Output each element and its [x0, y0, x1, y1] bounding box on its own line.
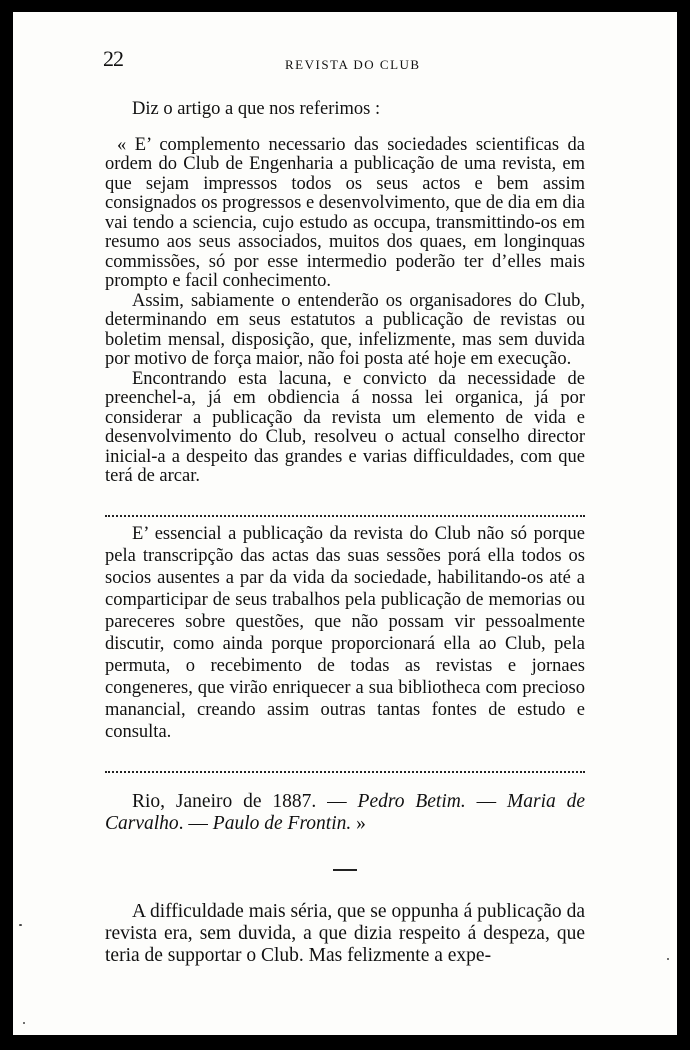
section-dash	[333, 869, 357, 871]
body-text	[105, 100, 585, 967]
quote-paragraph-1: « E’ complemento necessario das sociedades scientificas da ordem do Club de Engenharia a publicação de uma revista, em que sejam impressos todos os seus actos e bem assim consignados os progressos e desenvolvimento, que de dia em dia vai tendo a sciencia, cujo estudo as occupa, transmittindo-os em resumo aos seus associados, muitos dos quaes, em longinquas commissões, só por esse intermedio poderão ter d’elles mais prompto e facil conhecimento.	[105, 134, 585, 291]
intro-line: Diz o artigo a que nos referimos :	[132, 99, 381, 119]
closing-quote: »	[351, 812, 366, 834]
signature-dash: —	[465, 790, 497, 812]
ellipsis-divider	[105, 749, 585, 773]
page-number: 22	[103, 46, 123, 71]
quote-paragraph-4: E’ essencial a publicação da revista do Club não só porque pela transcripção das actas das suas sessões porá ella todos os socios ausentes a par da vida da sociedade, habilitando-os até a comparticipar de seus trabalhos pela publicação de memorias ou pareceres sobre questões, que não possam vir pessoalmente discutir, como ainda porque proporcionará ella ao Club, pela permuta, o recebimento de todas as revistas e jornaes congeneres, que virão enriquecer a sua bibliotheca com precioso manancial, creando assim outras tantas fontes de estudo e consulta.	[105, 523, 585, 742]
paper-speck	[23, 1022, 25, 1024]
ellipsis-divider	[105, 493, 585, 517]
signature-dash: . —	[178, 812, 208, 834]
book-page	[13, 12, 677, 1035]
signatory-name: Paulo de Frontin.	[212, 812, 352, 834]
signature-place-date: Rio, Janeiro de 1887. —	[132, 790, 347, 812]
paper-speck	[667, 958, 669, 960]
page-header	[103, 46, 593, 76]
paper-speck	[19, 924, 22, 926]
quote-paragraph-3: Encontrando esta lacuna, e convicto da necessidade de preenchel-a, já em obdiencia á nossa lei organica, já por considerar a publicação da revista um elemento de vida e desenvolvimento do Club, resolveu o actual conselho director inicial-a a despeito das grandes e varias difficuldades, com que terá de arcar.	[105, 368, 585, 486]
running-title: REVISTA DO CLUB	[285, 57, 421, 72]
signature-line	[105, 791, 585, 835]
signatory-name: Maria de Carvalho	[105, 790, 586, 834]
final-paragraph: A difficuldade mais séria, que se oppunha á publicação da revista era, sem duvida, a que dizia respeito á despeza, que teria de supportar o Club. Mas felizmente a expe-	[105, 900, 585, 966]
quote-paragraph-2: Assim, sabiamente o entenderão os organisadores do Club, determinando em seus estatutos a publicação de revistas ou boletim mensal, disposição, que, infelizmente, mas sem duvida por motivo de força maior, não foi posta até hoje em execução.	[105, 290, 585, 369]
signatory-name: Pedro Betim.	[357, 790, 466, 812]
